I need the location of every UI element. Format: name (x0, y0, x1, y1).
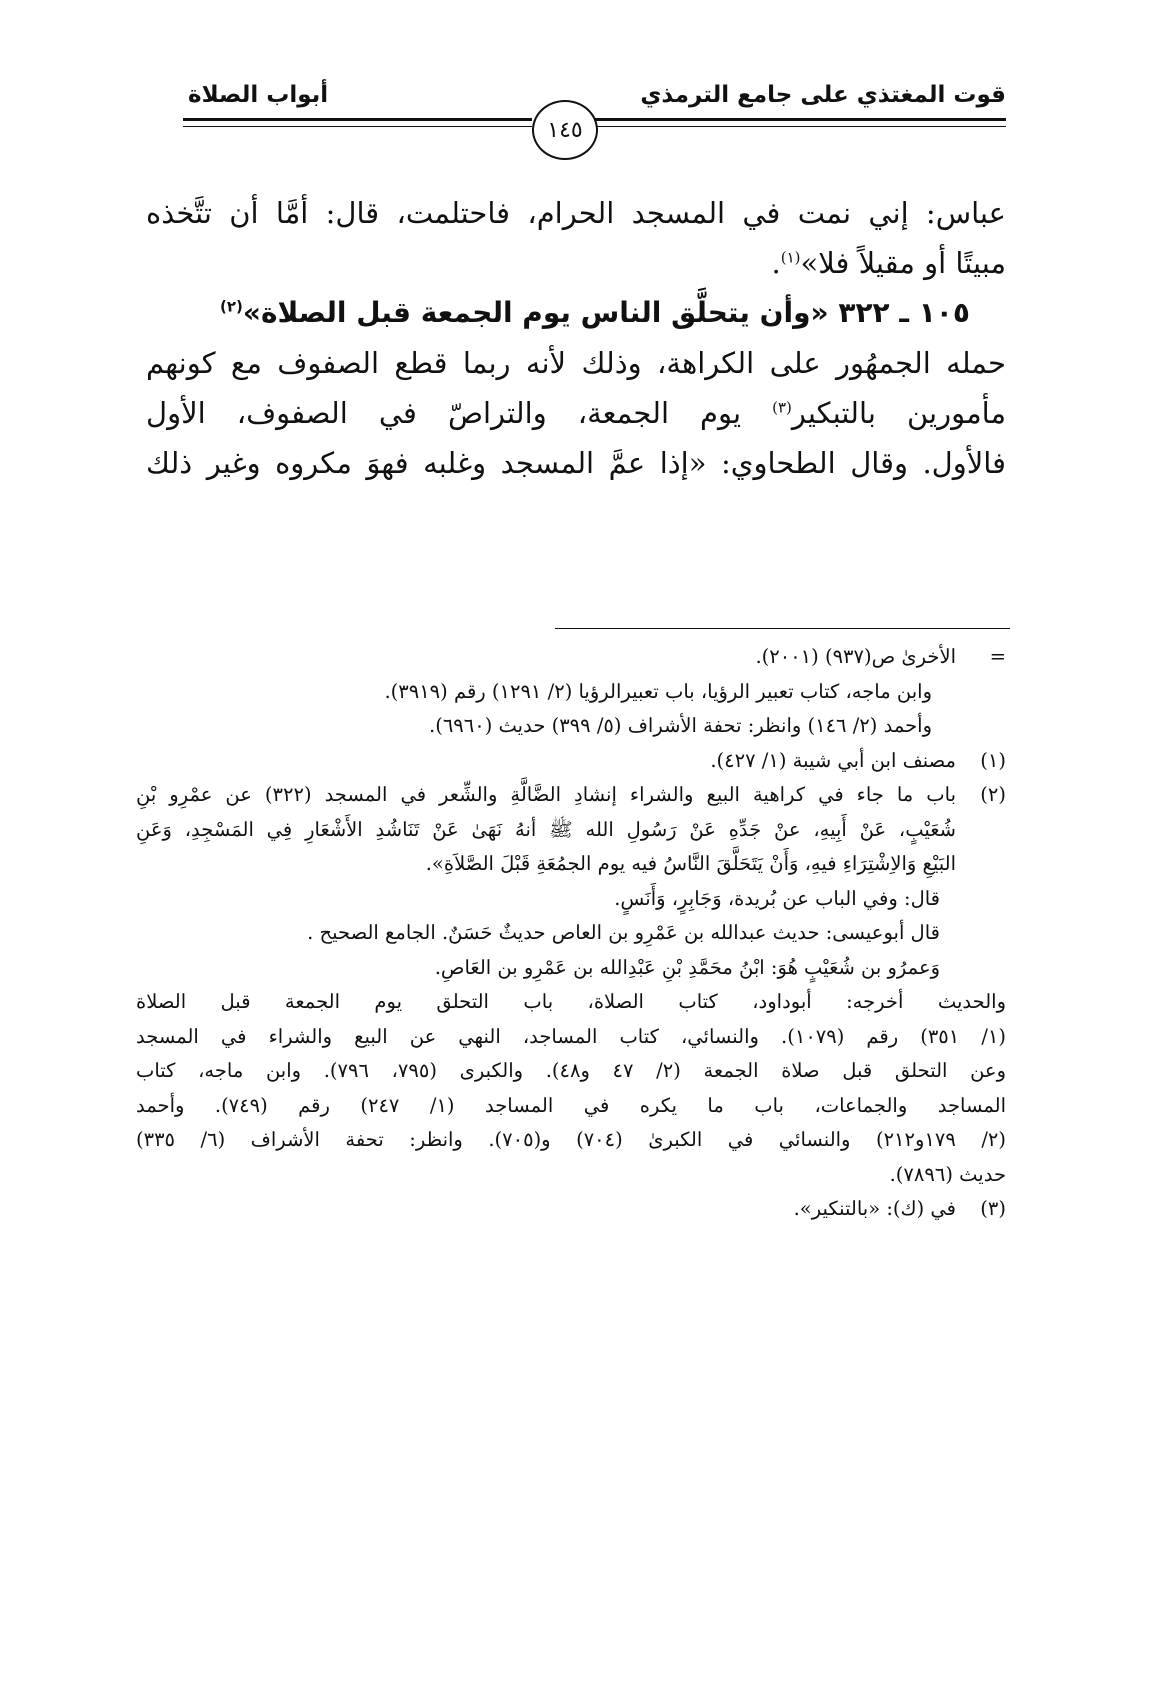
hadith-heading (146, 288, 1006, 338)
body-line-text: يوم الجمعة، والتراصّ في الصفوف، الأول (146, 396, 773, 430)
header-rule-right-thin (594, 126, 1006, 127)
main-text (146, 188, 1006, 488)
header-rule-right-thick (594, 118, 1006, 121)
footnote-line: البَيْعِ وَالاِشْتِرَاءِ فيهِ، وَأَنْ يَتَحَلَّقَ النَّاسُ فيه يوم الجمُعَةِ قَبْلَ الصَّلاَةِ». (425, 852, 956, 875)
footnote-ref-2: (٢) (220, 297, 243, 316)
footnote-continuation (136, 640, 1006, 744)
running-title-section: أبواب الصلاة (188, 82, 329, 108)
footnote-line: وابن ماجه، كتاب تعبير الرؤيا، باب تعبيرالرؤيا (٢/ ١٢٩١) رقم (٣٩١٩). (384, 679, 932, 703)
footnote-3 (136, 1192, 1006, 1227)
footnote-ref-3: (٣) (772, 398, 792, 417)
running-title-book: قوت المغتذي على جامع الترمذي (640, 82, 1006, 108)
footnote-line: (٢/ ١٧٩و٢١٢) والنسائي في الكبرىٰ (٧٠٤) و(٧٠٥). وانظر: تحفة الأشراف (٦/ ٣٣٥) (136, 1128, 1006, 1151)
footnote-line: الأخرىٰ ص(٩٣٧) (٢٠٠١). (755, 645, 956, 668)
footnote-line: باب ما جاء في كراهية البيع والشراء إنشادِ الضَّالَّةِ والشِّعر في المسجد (٣٢٢) عن عمْرِو بْنِ (136, 783, 956, 806)
footnote-line: في (ك): «بالتنكير». (793, 1197, 956, 1220)
footnote-line: المساجد والجماعات، باب ما يكره في المساجد (١/ ٢٤٧) رقم (٧٤٩). وأحمد (136, 1093, 1006, 1117)
footnote-3-mark: (٣) (980, 1197, 1006, 1220)
footnote-line: شُعَيْبٍ، عَنْ أَبِيهِ، عنْ جَدِّهِ عَنْ رَسُولِ الله ﷺ أنهُ نَهَىٰ عَنْ تَنَاشُدِ الأَشْعَارِ فِي المَسْجِدِ، وَعَنِ (136, 817, 956, 841)
footnote-2-mark: (٢) (980, 783, 1006, 806)
body-line-end: . (771, 246, 781, 280)
body-line (146, 388, 1006, 438)
footnote-separator (555, 628, 1010, 629)
footnote-line: وعن التحلق قبل صلاة الجمعة (٢/ ٤٧ و٤٨). والكبرى (٧٩٥، ٧٩٦). وابن ماجه، كتاب (136, 1059, 1006, 1082)
body-line: فالأول. وقال الطحاوي: «إذا عمَّ المسجد وغلبه فهوَ مكروه وغير ذلك (146, 446, 1006, 480)
footnote-1-mark: (١) (980, 748, 1006, 772)
body-line: حمله الجمهُور على الكراهة، وذلك لأنه ربما قطع الصفوف مع كونهم (146, 346, 1006, 380)
footnote-line: وَعمرُو بن شُعَيْبٍ هُوَ: ابْنُ محَمَّدِ بْنِ عَبْدِالله بن عَمْرِو بن العَاصِ. (434, 955, 940, 979)
footnote-ref-1: (١) (780, 248, 801, 267)
header-rule-left-thick (183, 118, 532, 121)
footnote-line: حديث (٧٨٩٦). (889, 1162, 1006, 1186)
body-line: عباس: إني نمت في المسجد الحرام، فاحتلمت، قال: أمَّا أن تتَّخذه (146, 196, 1006, 230)
hadith-heading-text: ١٠٥ ـ ٣٢٢ «وأن يتحلَّق الناس يوم الجمعة قبل الصلاة» (242, 296, 970, 329)
body-line (146, 238, 1006, 288)
body-line-text: مبيتًا أو مقيلاً فلا» (800, 246, 1006, 280)
footnote-line: (١/ ٣٥١) رقم (١٠٧٩). والنسائي، كتاب المساجد، النهي عن البيع والشراء في المسجد (136, 1024, 1006, 1048)
footnote-1 (136, 744, 1006, 779)
footnote-line: والحديث أخرجه: أبوداود، كتاب الصلاة، باب التحلق يوم الجمعة قبل الصلاة (136, 990, 1006, 1013)
footnote-line: وأحمد (٢/ ١٤٦) وانظر: تحفة الأشراف (٥/ ٣٩٩) حديث (٦٩٦٠). (429, 714, 932, 737)
header-rule-left-thin (183, 126, 532, 127)
footnote-line: قال أبوعيسى: حديث عبدالله بن عَمْرِو بن العاص حديثٌ حَسَنٌ. الجامع الصحيح . (307, 921, 940, 944)
footnote-line: قال: وفي الباب عن بُريدة، وَجَابِرٍ، وَأَنَسٍ. (614, 886, 940, 910)
body-line-text: مأمورين بالتبكير (791, 396, 1006, 430)
footnote-line: مصنف ابن أبي شيبة (١/ ٤٢٧). (710, 748, 956, 772)
footnote-2 (136, 778, 1006, 1192)
page-number: ١٤٥ (532, 100, 598, 160)
footnotes (136, 640, 1006, 1227)
continuation-mark: = (989, 645, 1006, 668)
